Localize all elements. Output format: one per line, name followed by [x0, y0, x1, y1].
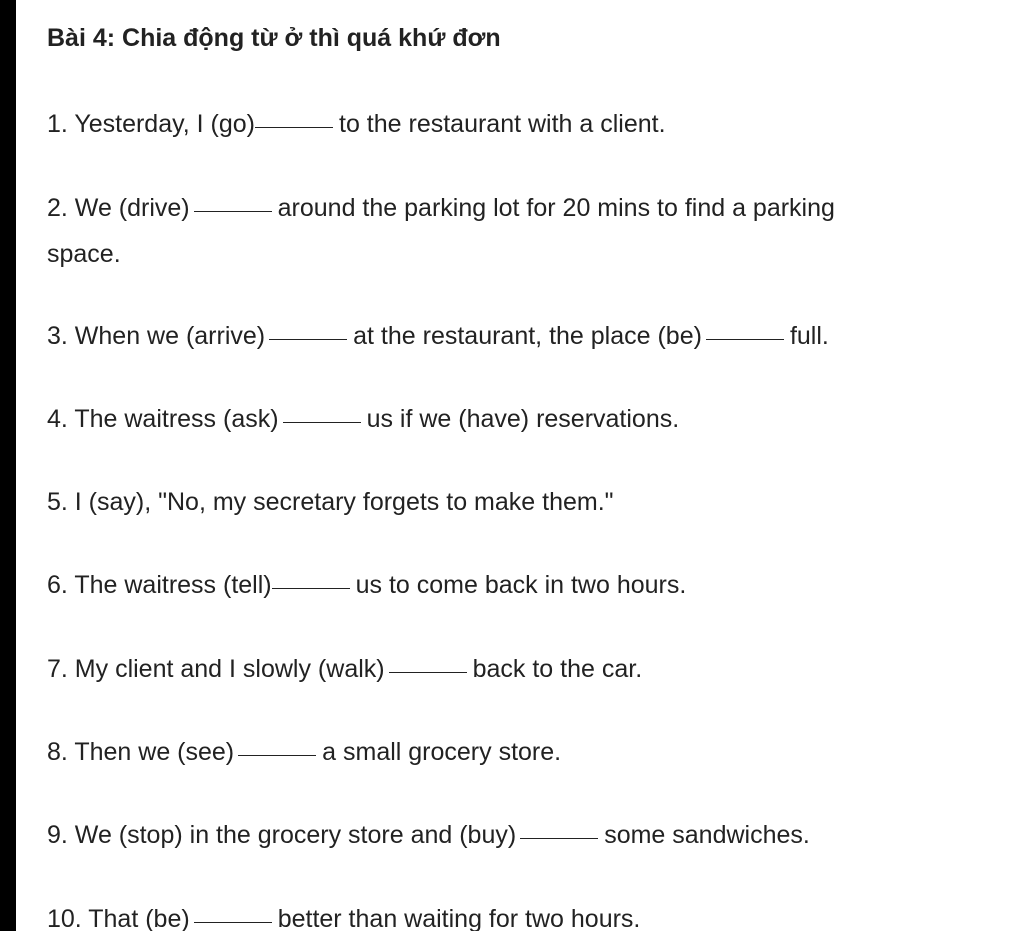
question-1-after: to the restaurant with a client. [339, 110, 666, 138]
question-1-before: 1. Yesterday, I (go) [47, 110, 255, 138]
question-2-after: around the parking lot for 20 mins to find a parking [277, 194, 835, 222]
question-8 [47, 730, 561, 774]
exercise-title: Bài 4: Chia động từ ở thì quá khứ đơn [47, 24, 501, 52]
question-4 [47, 397, 679, 441]
question-6-after: us to come back in two hours. [355, 571, 687, 599]
question-10-before: 10. That (be) [47, 905, 190, 931]
worksheet [16, 0, 1024, 931]
answer-blank-6[interactable] [272, 588, 350, 589]
answer-blank-4[interactable] [283, 422, 361, 423]
question-10-after: better than waiting for two hours. [277, 905, 641, 931]
question-6 [47, 563, 686, 607]
answer-blank-7[interactable] [389, 672, 467, 673]
question-2 [47, 186, 835, 230]
answer-blank-3b[interactable] [706, 339, 784, 340]
answer-blank-3a[interactable] [269, 339, 347, 340]
question-3-before: 3. When we (arrive) [47, 322, 266, 350]
question-10 [47, 897, 640, 931]
answer-blank-9[interactable] [520, 838, 598, 839]
question-1 [47, 102, 666, 146]
question-5: 5. I (say), "No, my secretary forgets to make them." [47, 488, 614, 516]
question-8-before: 8. Then we (see) [47, 738, 235, 766]
answer-blank-2[interactable] [194, 211, 272, 212]
question-7-before: 7. My client and I slowly (walk) [47, 655, 385, 683]
question-2-continuation: space. [47, 240, 121, 268]
question-4-after: us if we (have) reservations. [366, 405, 680, 433]
question-7-after: back to the car. [472, 655, 643, 683]
answer-blank-1[interactable] [255, 127, 333, 128]
question-4-before: 4. The waitress (ask) [47, 405, 279, 433]
question-7 [47, 647, 642, 691]
question-9-before: 9. We (stop) in the grocery store and (buy) [47, 821, 517, 849]
question-3 [47, 314, 829, 358]
question-3-after: full. [789, 322, 829, 350]
left-dark-border [0, 0, 16, 931]
question-9-after: some sandwiches. [604, 821, 810, 849]
question-3-middle: at the restaurant, the place (be) [353, 322, 702, 350]
answer-blank-10[interactable] [194, 922, 272, 923]
question-2-before: 2. We (drive) [47, 194, 190, 222]
answer-blank-8[interactable] [238, 755, 316, 756]
question-6-before: 6. The waitress (tell) [47, 571, 272, 599]
question-8-after: a small grocery store. [322, 738, 562, 766]
question-9 [47, 813, 810, 857]
